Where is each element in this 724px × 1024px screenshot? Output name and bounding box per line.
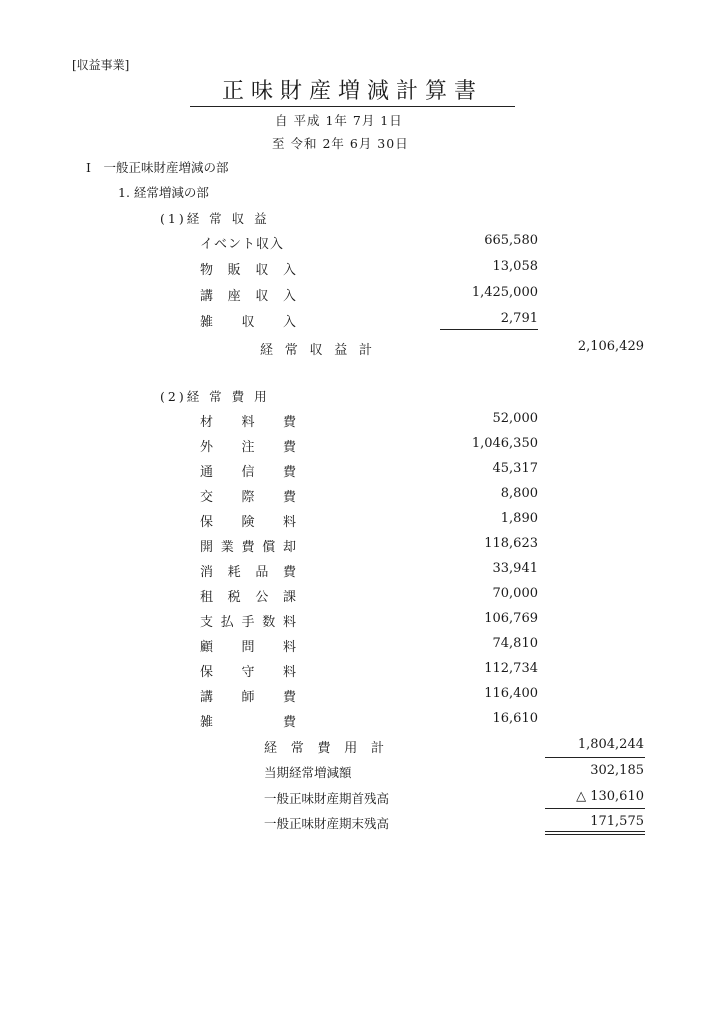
subtotal-rule [440,329,538,330]
expense-item-amount: 1,890 [500,511,538,526]
section-general-net-assets: Ⅰ 一般正味財産増減の部 [86,160,229,175]
beginning-balance-label: 一般正味財産期首残高 [264,791,390,806]
revenue-item-amount: 1,425,000 [471,285,538,300]
expense-item-amount: 118,623 [484,536,538,551]
net-change-label: 当期経常増減額 [264,765,352,780]
revenue-total-amount: 2,106,429 [577,339,644,354]
category-tag: [収益事業] [72,58,130,72]
beginning-balance-amount: △ 130,610 [576,789,644,804]
revenue-item-label: 講 座 収 入 [200,289,296,304]
document-title: 正味財産増減計算書 [190,74,515,107]
ending-balance-amount: 171,575 [590,814,644,829]
expense-item-amount: 16,610 [492,711,538,726]
expense-item-label: 保 険 料 [200,515,296,530]
expense-item-label: 支 払 手 数 料 [200,615,296,630]
expense-item-label: 交 際 費 [200,490,296,505]
total-rule [545,757,645,758]
revenue-item-label: 雑 収 入 [200,315,296,330]
expense-item-amount: 74,810 [492,636,538,651]
expense-item-amount: 45,317 [492,461,538,476]
revenue-item-amount: 665,580 [484,233,538,248]
expense-item-amount: 1,046,350 [471,436,538,451]
balance-rule [545,808,645,809]
net-change-amount: 302,185 [590,763,644,778]
expense-item-label: 開 業 費 償 却 [200,540,296,555]
expense-item-amount: 106,769 [484,611,538,626]
period-from: 自 平成 1年 7月 1日 [275,113,403,128]
period-to: 至 令和 2年 6月 30日 [272,136,409,151]
expenses-heading: (2)経 常 費 用 [160,389,270,404]
expense-item-label: 外 注 費 [200,440,296,455]
revenue-item-label: 物 販 収 入 [200,263,296,278]
ending-balance-label: 一般正味財産期末残高 [264,816,390,831]
double-rule-top [545,831,645,832]
section-ordinary-changes: 1. 経常増減の部 [118,185,209,200]
revenue-item-amount: 2,791 [500,311,538,326]
expense-item-amount: 33,941 [492,561,538,576]
expense-item-label: 講 師 費 [200,690,296,705]
expense-item-label: 通 信 費 [200,465,296,480]
expense-item-label: 保 守 料 [200,665,296,680]
expense-item-amount: 52,000 [492,411,538,426]
expense-item-label: 材 料 費 [200,415,296,430]
expense-item-label: 租 税 公 課 [200,590,296,605]
expense-item-amount: 116,400 [484,686,538,701]
expense-item-amount: 70,000 [492,586,538,601]
revenue-total-label: 経 常 収 益 計 [260,343,372,358]
double-rule-bottom [545,834,645,835]
expense-item-label: 顧 問 料 [200,640,296,655]
revenue-item-label: イベント収入 [200,237,285,252]
expense-item-label: 消 耗 品 費 [200,565,296,580]
revenue-item-amount: 13,058 [492,259,538,274]
expense-item-label: 雑 費 [200,715,296,730]
expense-item-amount: 112,734 [484,661,538,676]
expenses-total-label: 経 常 費 用 計 [264,741,384,756]
revenue-heading: (1)経 常 収 益 [160,211,270,226]
expenses-total-amount: 1,804,244 [577,737,644,752]
expense-item-amount: 8,800 [500,486,538,501]
